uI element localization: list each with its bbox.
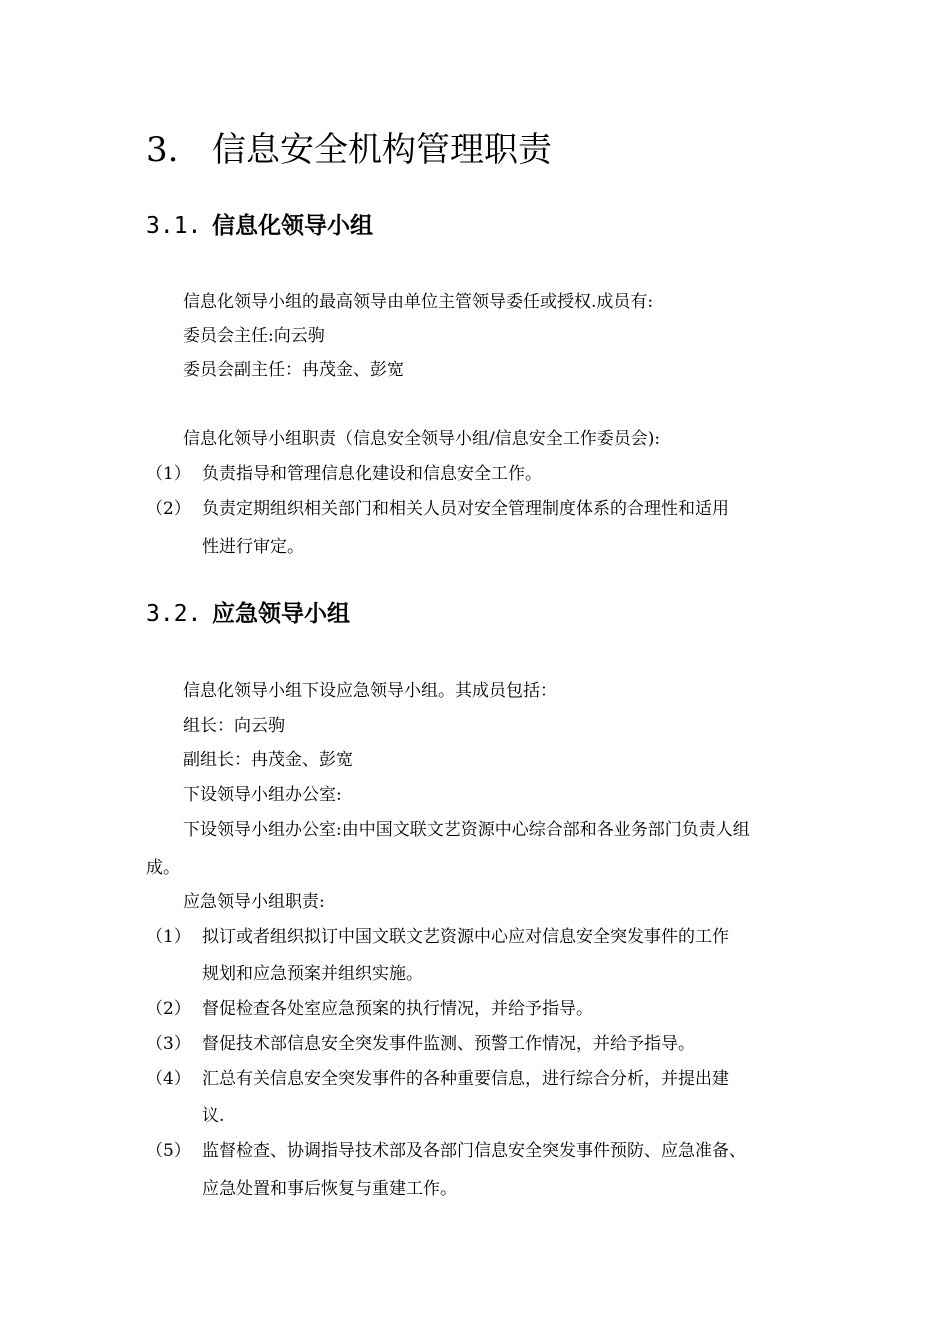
list-item: [146, 1067, 729, 1091]
section-number: 3.2.: [146, 601, 202, 627]
list-marker: （5）: [146, 1141, 191, 1161]
list-text-continuation: 性进行审定。: [202, 537, 304, 557]
list-text: 督促技术部信息安全突发事件监测、预警工作情况，并给予指导。: [202, 1034, 695, 1054]
paragraph-chair: 委员会主任:向云驹: [183, 326, 325, 346]
list-item: [146, 497, 729, 521]
list-marker: （3）: [146, 1034, 191, 1054]
paragraph-intro: 信息化领导小组下设应急领导小组。其成员包括：: [183, 681, 557, 701]
list-text-continuation: 议.: [202, 1106, 225, 1126]
paragraph-duties-title: 信息化领导小组职责（信息安全领导小组/信息安全工作委员会):: [183, 429, 661, 449]
list-text-continuation: 规划和应急预案并组织实施。: [202, 964, 423, 984]
paragraph-office-desc: 下设领导小组办公室:由中国文联文艺资源中心综合部和各业务部门负责人组: [183, 820, 750, 840]
section-title: 信息化领导小组: [212, 212, 373, 239]
chapter-title: 信息安全机构管理职责: [212, 130, 552, 170]
list-marker: （2）: [146, 999, 191, 1019]
section-heading-3-2: [146, 598, 350, 630]
list-text: 负责定期组织相关部门和相关人员对安全管理制度体系的合理性和适用: [202, 499, 729, 519]
list-item: [146, 462, 542, 486]
chapter-number: 3.: [146, 130, 179, 170]
list-item: [146, 997, 593, 1021]
list-item: [146, 1032, 695, 1056]
paragraph-leader: 组长：向云驹: [183, 716, 285, 736]
paragraph-office-desc-continuation: 成。: [146, 858, 180, 878]
list-text-continuation: 应急处置和事后恢复与重建工作。: [202, 1179, 457, 1199]
paragraph-vice-chair: 委员会副主任：冉茂金、彭宽: [183, 360, 404, 380]
list-text: 拟订或者组织拟订中国文联文艺资源中心应对信息安全突发事件的工作: [202, 927, 729, 947]
list-text: 负责指导和管理信息化建设和信息安全工作。: [202, 464, 542, 484]
paragraph-duties-title: 应急领导小组职责:: [183, 892, 325, 912]
list-text: 监督检查、协调指导技术部及各部门信息安全突发事件预防、应急准备、: [202, 1141, 746, 1161]
section-number: 3.1.: [146, 213, 202, 239]
section-title: 应急领导小组: [212, 600, 350, 627]
list-marker: （4）: [146, 1069, 191, 1089]
paragraph-office-label: 下设领导小组办公室:: [183, 785, 342, 805]
paragraph-intro: 信息化领导小组的最高领导由单位主管领导委任或授权.成员有:: [183, 292, 654, 312]
chapter-heading: [146, 126, 552, 174]
list-text: 汇总有关信息安全突发事件的各种重要信息，进行综合分析，并提出建: [202, 1069, 729, 1089]
list-marker: （1）: [146, 464, 191, 484]
list-marker: （2）: [146, 499, 191, 519]
list-marker: （1）: [146, 927, 191, 947]
list-item: [146, 925, 729, 949]
list-item: [146, 1139, 746, 1163]
paragraph-vice-leader: 副组长：冉茂金、彭宽: [183, 750, 353, 770]
list-text: 督促检查各处室应急预案的执行情况，并给予指导。: [202, 999, 593, 1019]
section-heading-3-1: [146, 210, 373, 242]
